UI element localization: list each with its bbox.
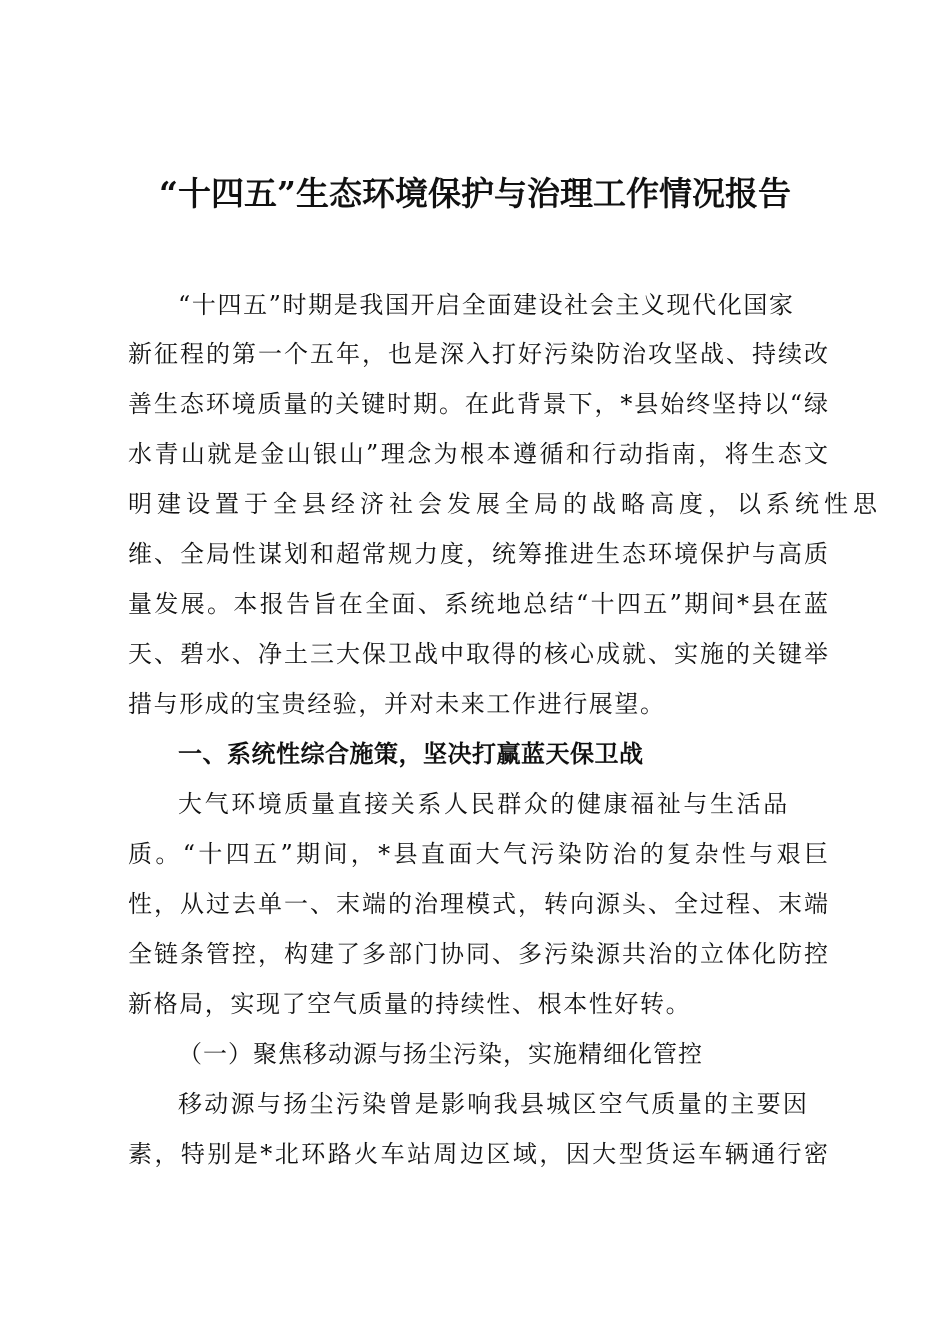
paragraph-line: 善生态环境质量的关键时期。在此背景下，*县始终坚持以“绿 [128, 390, 828, 418]
paragraph-line: 量发展。本报告旨在全面、系统地总结“十四五”期间*县在蓝 [128, 590, 828, 618]
section-heading: 一、系统性综合施策，坚决打赢蓝天保卫战 [178, 740, 644, 768]
paragraph-line: 移动源与扬尘污染曾是影响我县城区空气质量的主要因 [178, 1090, 810, 1118]
paragraph-line: 措与形成的宝贵经验，并对未来工作进行展望。 [128, 690, 666, 718]
paragraph-line: “十四五”时期是我国开启全面建设社会主义现代化国家 [178, 291, 795, 319]
paragraph-line: 质。“十四五”期间，*县直面大气污染防治的复杂性与艰巨 [128, 840, 828, 868]
subsection-heading: （一）聚焦移动源与扬尘污染，实施精细化管控 [178, 1040, 703, 1068]
paragraph-line: 水青山就是金山银山”理念为根本遵循和行动指南，将生态文 [128, 440, 828, 468]
paragraph-line: 天、碧水、净土三大保卫战中取得的核心成就、实施的关键举 [128, 640, 828, 668]
paragraph-line: 大气环境质量直接关系人民群众的健康福祉与生活品 [178, 790, 790, 818]
paragraph-line: 明建设置于全县经济社会发展全局的战略高度，以系统性思 [128, 490, 882, 518]
document-title: “十四五”生态环境保护与治理工作情况报告 [159, 174, 791, 213]
paragraph-line: 性，从过去单一、末端的治理模式，转向源头、全过程、末端 [128, 890, 828, 918]
paragraph-line: 新征程的第一个五年，也是深入打好污染防治攻坚战、持续改 [128, 340, 828, 368]
paragraph-line: 维、全局性谋划和超常规力度，统筹推进生态环境保护与高质 [128, 540, 828, 568]
paragraph-line: 素，特别是*北环路火车站周边区域，因大型货运车辆通行密 [128, 1140, 828, 1168]
paragraph-line: 全链条管控，构建了多部门协同、多污染源共治的立体化防控 [128, 940, 828, 968]
paragraph-line: 新格局，实现了空气质量的持续性、根本性好转。 [128, 990, 692, 1018]
